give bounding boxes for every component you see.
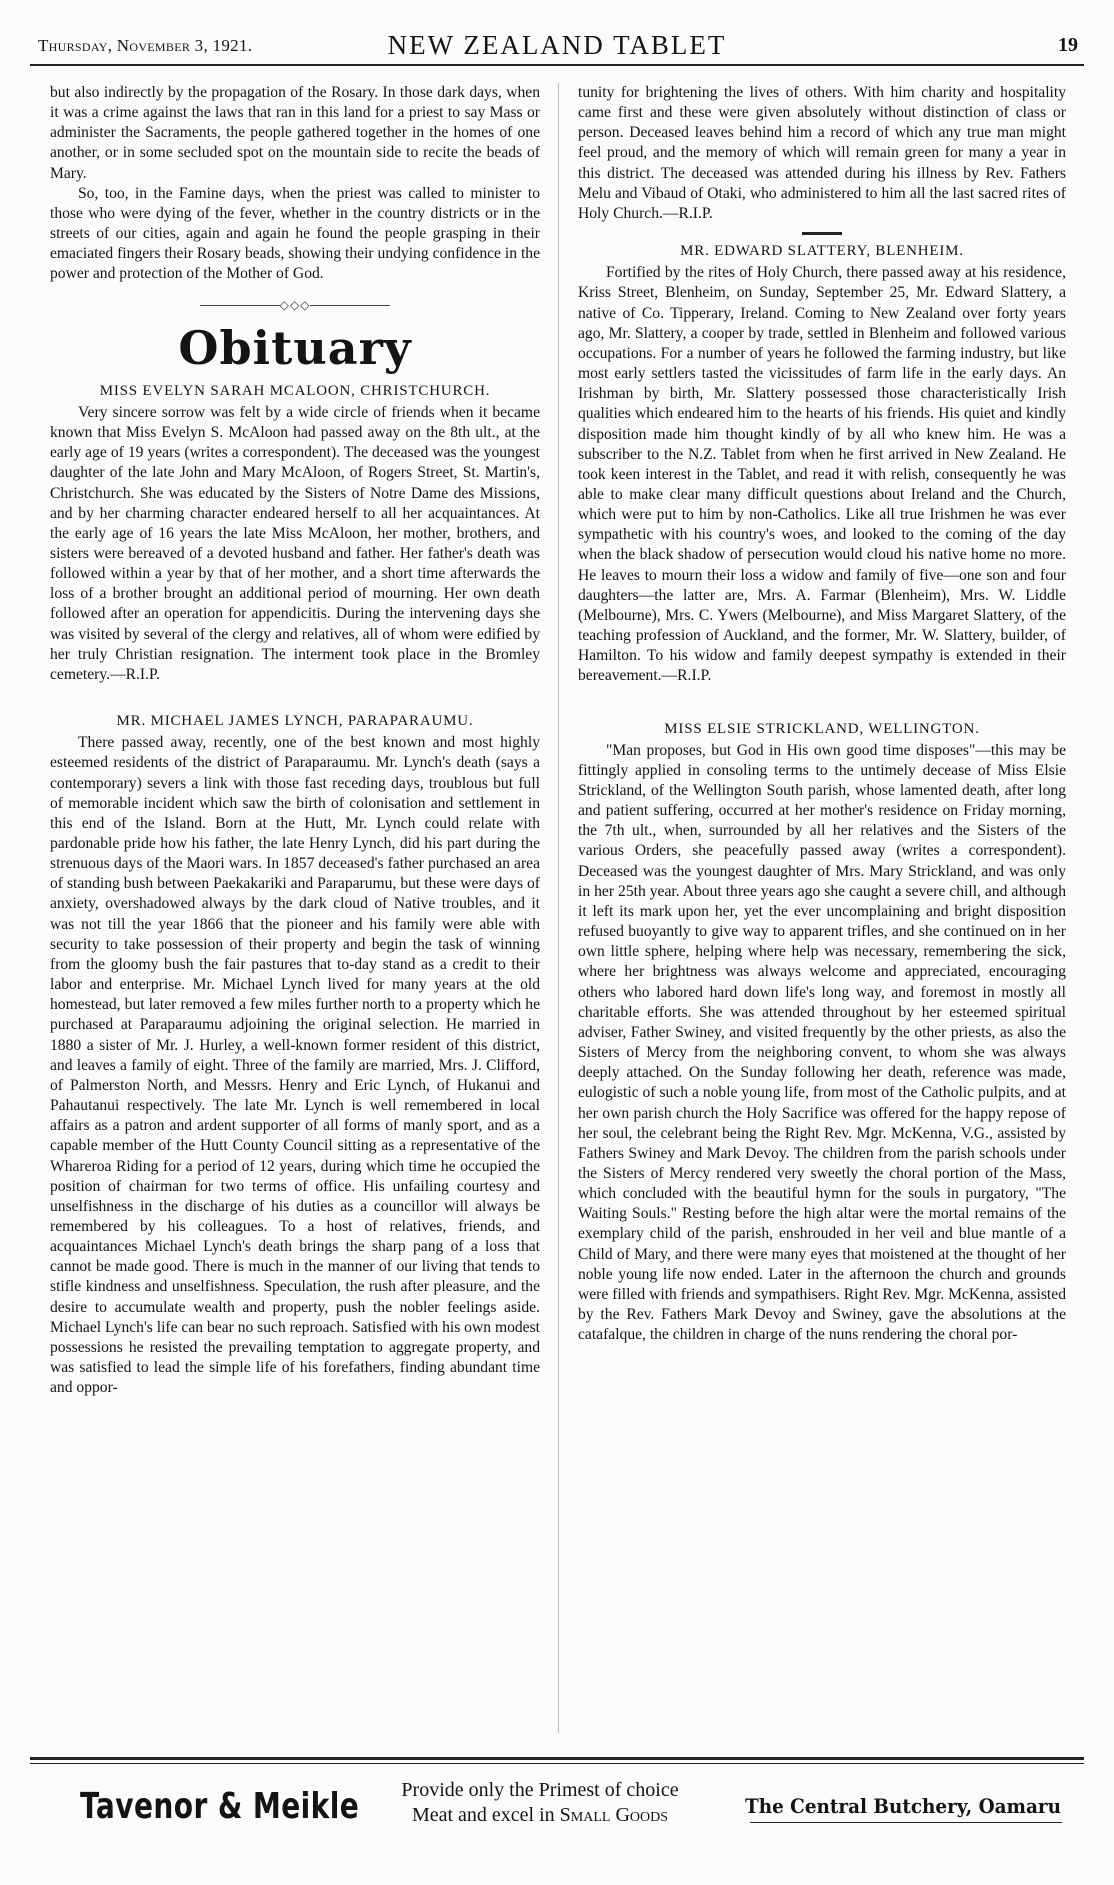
- advert-tagline-line2-start: Meat and excel in: [411, 1804, 560, 1826]
- page-number: 19: [1058, 34, 1078, 56]
- obit-text-lynch: There passed away, recently, one of the best known and most highly esteemed residents of the district of Paraparaumu. Mr. Lynch's death (says a contemporary) severs a link with those fast receding days, troublous but full of memorable incident which saw the birth of colonisation and settlement in this end of the Island. Born at the Hutt, Mr. Lynch could relate with pardonable pride how his father, the late Henry Lynch, did his part during the strenuous days of the Maori wars. In 1857 deceased's father purchased an area of standing bush between Paekakariki and Paraparumu, but these were days of anxiety, overshadowed always by the dark cloud of Native troubles, and it was not till the year 1866 that the pioneer and his family were able with security to take possession of their property and begin the task of winning from the gloomy bush the fair pastures that to-day stand as a credit to their labor and enterprise. Mr. Michael Lynch lived for many years at the old homestead, but later removed a few miles further north to a property which he purchased at Paraparaumu adjoining the original selection. He married in 1880 a sister of Mr. J. Hurley, a well-known former resident of this district, and leaves a family of eight. Three of the family are married, Mrs. J. Clifford, of Palmerston North, and Messrs. Henry and Eric Lynch, of Hukanui and Pahautanui respectively. The late Mr. Lynch is well remembered in local affairs as a patron and ardent supporter of all forms of manly sport, and as a capable member of the Hutt County Council sitting as a representative of the Whareroa Riding for a period of 12 years, during which time he occupied the position of chairman for two terms of office. His unfailing courtesy and unselfishness in the discharge of his duties as a councillor will always be remembered by his colleagues. To a host of relatives, friends, and acquaintances Michael Lynch's death brings the sharp pang of a loss that cannot be made good. There is much in the manner of our living that tends to stifle kindness and unselfishness. Speculation, the rush after pleasure, and the desire to accumulate wealth and property, push the nobler feelings aside. Michael Lynch's life can bear no such reproach. Satisfied with his own modest possessions he resisted the prevailing temptation to aggregate property, and was satisfied to lead the simple life of his forefathers, finding abundant time and oppor-: [50, 734, 540, 1397]
- obit-text-mcaloon: Very sincere sorrow was felt by a wide circle of friends when it became known that Miss Evelyn S. McAloon had passed away on the 8th ult., at the early age of 19 years (writes a correspondent). The deceased was the youngest daughter of the late John and Mary McAloon, of Rogers Street, St. Martin's, Christchurch. She was educated by the Sisters of Notre Dame des Missions, and by her charming character endeared herself to all her acquaintances. At the early age of 16 years the late Miss McAloon, her mother, brothers, and sisters were bereaved of a devoted husband and father. Her father's death was followed within a year by that of her mother, and a short time afterwards the loss of a brother brought an additional period of mourning. Her own death followed after an operation for appendicitis. During the intervening days she was visited by several of the clergy and relatives, all of whom were edified by her truly Christian resignation. The interment took place in the Bromley cemetery.—R.I.P.: [50, 403, 540, 683]
- section-ornament: [50, 295, 540, 315]
- advert-tagline-line1: Provide only the Primest of choice: [401, 1779, 679, 1801]
- advert-tagline-line2: [365, 1803, 715, 1828]
- right-column: [578, 83, 1066, 1345]
- obit-heading-slattery: MR. EDWARD SLATTERY, BLENHEIM.: [680, 243, 964, 260]
- left-column: [50, 83, 540, 1398]
- advert-tagline: [365, 1778, 715, 1828]
- article-text-rosary-1: but also indirectly by the propagation of the Rosary. In those dark days, when it was a crime against the laws that ran in this land for a priest to say Mass or administer the Sacraments, the people gathered together in the homes of one another, or in some secluded spot on the mountain side to recite the beads of Mary.: [50, 84, 540, 182]
- advert-underline: [750, 1822, 1062, 1823]
- advert-central-butchery: The Central Butchery, Oamaru: [745, 1794, 1061, 1818]
- obit-text-strickland: "Man proposes, but God in His own good time disposes"—this may be fittingly applied in consoling terms to the untimely decease of Miss Elsie Strickland, of the Wellington South parish, whose lamented death, after long and patient suffering, occurred at her mother's residence on Friday morning, the 7th ult., when, surrounded by all her relatives and the Sisters of the various Orders, she peacefully passed away (writes a correspondent). Deceased was the youngest daughter of Mrs. Mary Strickland, and was only in her 25th year. About three years ago she caught a severe chill, and although it left its mark upon her, yet the ever uncomplaining and bright disposition refused buoyantly to give way to apparent trifles, and she continued on in her own little sphere, helping where help was necessary, remembering the sick, where her brightness was always welcome and appreciated, encouraging others who labored hard down life's long way, and foremost in mostly all charitable efforts. She was attended throughout by her esteemed spiritual adviser, Father Swiney, and visited frequently by the other priests, as also the Sisters of Mercy from the neighboring convent, to whom she was always deeply attached. On the Sunday following her death, reference was made, eulogistic of such a noble young life, from most of the Catholic pulpits, and at her own parish church the Holy Sacrifice was offered for the happy repose of her soul, the celebrant being the Right Rev. Mgr. McKenna, V.G., assisted by Fathers Swiney and Mark Devoy. The children from the parish schools under the Sisters of Mercy rendered very sweetly the choral portion of the Mass, which concluded with the beautiful hymn for the souls in purgatory, "The Waiting Souls." Resting before the high altar were the mortal remains of the exemplary child of the parish, enshrouded in her veil and blue mantle of a Child of Mary, and there were many eyes that moistened at the thought of her noble young life now ended. Later in the afternoon the church and grounds were filled with friends and sympathisers. Right Rev. Mgr. McKenna, assisted by the Rev. Fathers Mark Devoy and Swiney, gave the absolutions at the catafalque, the children in charge of the nuns rendering the choral por-: [578, 741, 1066, 1344]
- advert-tagline-small-goods: Small Goods: [559, 1804, 669, 1826]
- ornament-glyphs: ◇◇◇: [279, 297, 311, 312]
- column-divider: [558, 83, 559, 1733]
- obit-heading-strickland: MISS ELSIE STRICKLAND, WELLINGTON.: [664, 720, 980, 737]
- separator-rule: [802, 232, 842, 235]
- article-text-rosary-2: So, too, in the Famine days, when the priest was called to minister to those who were dying of the fever, whether in the country districts or in the streets of our cities, again and again he found the people grasping in their emaciated fingers their Rosary beads, showing their undying confidence in the power and protection of the Mother of God.: [50, 184, 540, 283]
- obit-text-slattery: Fortified by the rites of Holy Church, there passed away at his residence, Kriss Street, Blenheim, on Sunday, September 25, Mr. Edward Slattery, a native of Co. Tipperary, Ireland. Coming to New Zealand over forty years ago, Mr. Slattery, a cooper by trade, settled in Blenheim and followed various occupations. For a number of years he followed the farming industry, but like most early settlers tasted the vicissitudes of farm life in the early days. An Irishman by birth, Mr. Slattery possessed those characteristically Irish qualities which endeared him to the hearts of his friends. His quiet and kindly disposition made him thought kindly of by all who knew him. He was a subscriber to the N.Z. Tablet from when he first arrived in New Zealand. He took keen interest in the Tablet, and read it with relish, consequently he was able to make clear many difficult questions about Ireland and the Church, which were put to him by non-Catholics. Like all true Irishmen he was ever sympathetic with his country's woes, and looked to the coming of the day when the black shadow of persecution would cloud his native home no more. He leaves to mourn their loss a widow and family of five—one son and four daughters—the latter are, Mrs. A. Farmar (Blenheim), Mrs. W. Liddle (Melbourne), Mrs. C. Ywers (Melbourne), and Miss Margaret Slattery, of the teaching profession of Auckland, and the former, Mr. W. Slattery, builder, of Hamilton. To his widow and family deepest sympathy is extended in their bereavement.—R.I.P.: [578, 264, 1066, 685]
- masthead-title: NEW ZEALAND TABLET: [387, 30, 727, 60]
- obit-text-lynch-continued: tunity for brightening the lives of others. With him charity and hospitality came first and these were given absolutely without distinction of class or person. Deceased leaves behind him a record of which any true man might feel proud, and the memory of which will remain green for many a year in this district. The deceased was attended during his illness by Rev. Fathers Melu and Vibaud of Otaki, who administered to him all the last sacred rites of Holy Church.—R.I.P.: [578, 84, 1066, 222]
- obit-heading-mcaloon: MISS EVELYN SARAH MCALOON, CHRISTCHURCH.: [99, 382, 491, 399]
- obit-heading-lynch: MR. MICHAEL JAMES LYNCH, PARAPARAUMU.: [116, 713, 474, 730]
- obituary-section-title: Obituary: [178, 320, 412, 375]
- page-header: [30, 26, 1084, 66]
- issue-date: Thursday, November 3, 1921.: [38, 36, 253, 55]
- footer-rule-thin: [30, 1763, 1084, 1764]
- header-rule: [30, 64, 1084, 66]
- advert-tavenor-meikle: Tavenor & Meikle: [80, 1786, 360, 1827]
- footer-rule-thick: [30, 1757, 1084, 1760]
